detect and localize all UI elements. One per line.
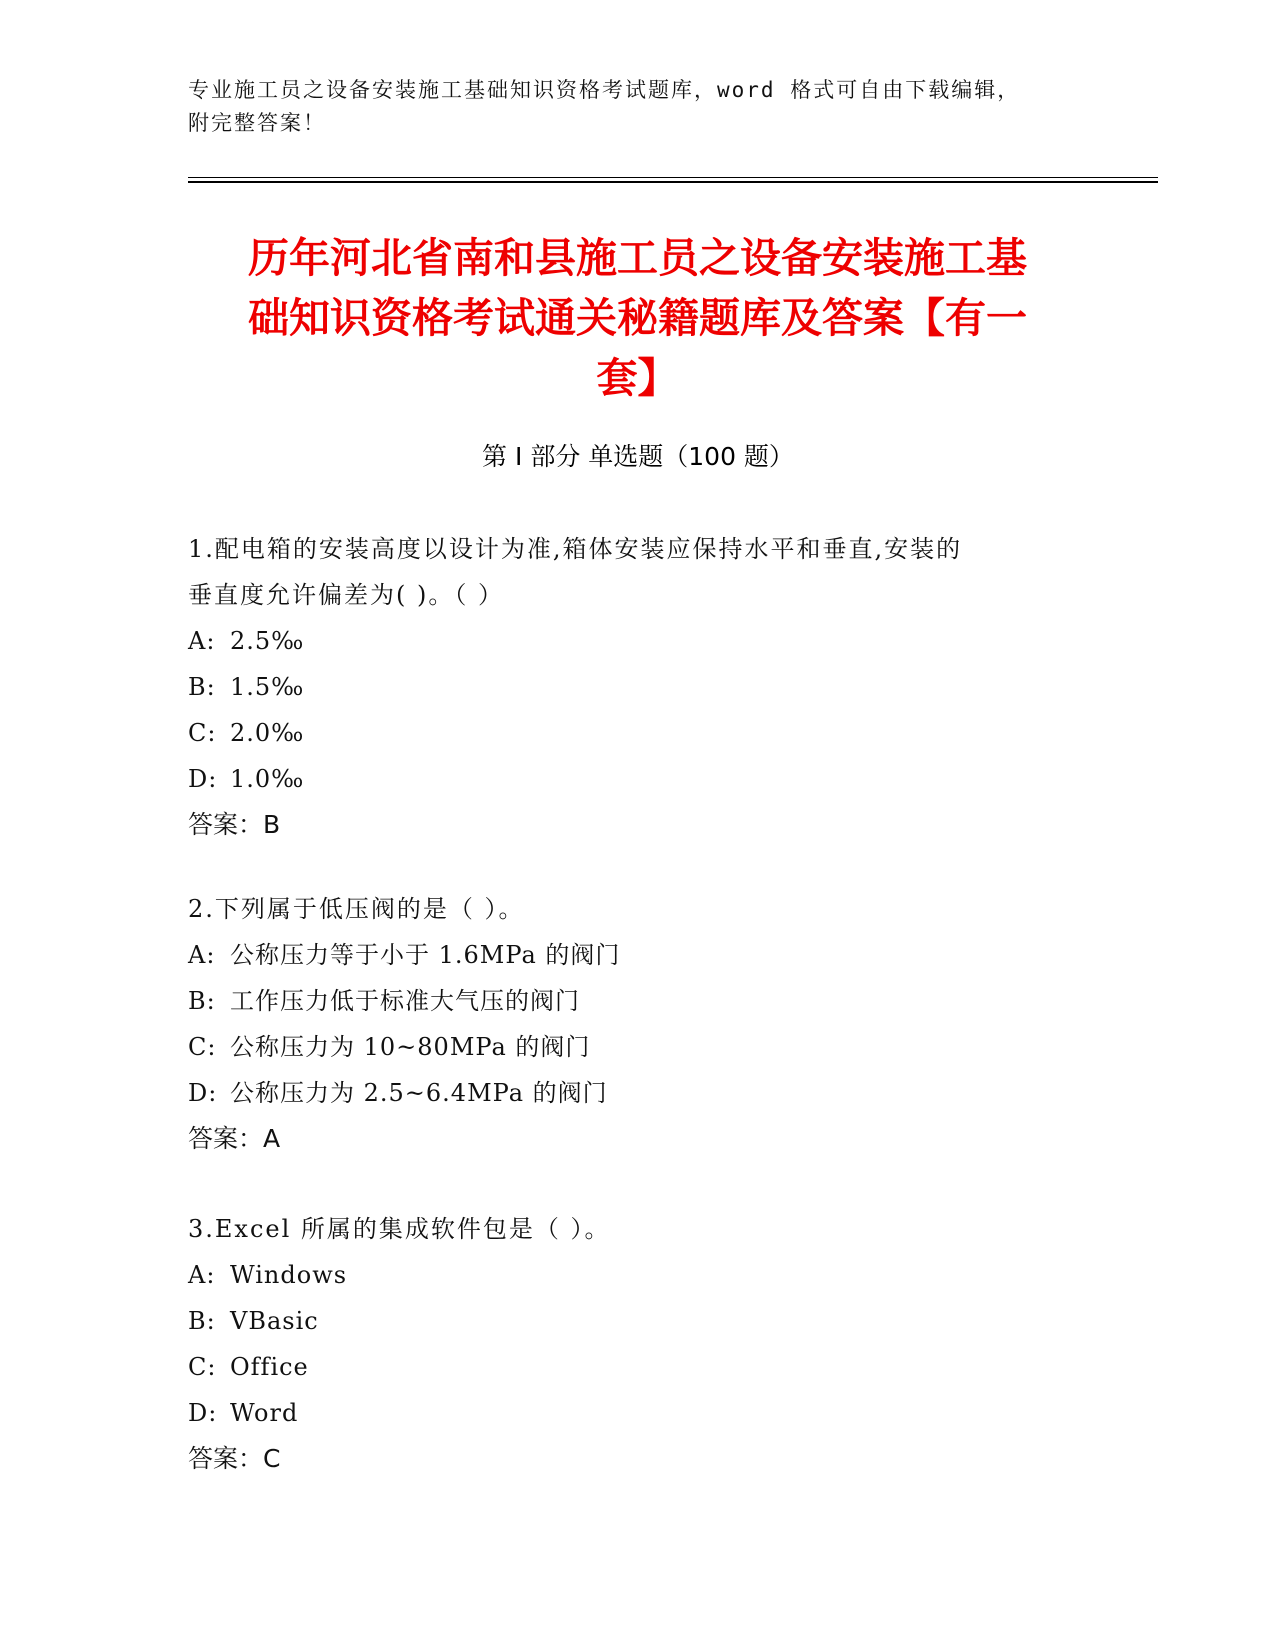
question-stem: 3.Excel 所属的集成软件包是（ ）。 bbox=[188, 1215, 611, 1243]
option-letter: C: bbox=[188, 719, 217, 747]
option-letter: B: bbox=[188, 987, 216, 1015]
option-a bbox=[188, 1252, 1068, 1298]
option-letter: A: bbox=[188, 941, 216, 969]
question-2 bbox=[188, 886, 1068, 1162]
section-heading: 第 I 部分 单选题（100 题） bbox=[482, 442, 794, 471]
header-note-line-2: 附完整答案！ bbox=[188, 111, 326, 135]
document-title-line-2: 础知识资格考试通关秘籍题库及答案【有一 bbox=[248, 294, 1027, 342]
answer-line: 答案：A bbox=[188, 1124, 281, 1153]
option-letter: D: bbox=[188, 1079, 218, 1107]
question-1 bbox=[188, 526, 1068, 848]
option-d bbox=[188, 756, 1068, 802]
header-divider-thin bbox=[188, 177, 1158, 178]
question-stem: 2.下列属于低压阀的是（ ）。 bbox=[188, 895, 525, 923]
option-d bbox=[188, 1070, 1068, 1116]
document-title bbox=[180, 228, 1095, 408]
option-b bbox=[188, 664, 1068, 710]
option-text: 2.0‰ bbox=[230, 719, 305, 747]
option-text: 公称压力等于小于 1.6MPa 的阀门 bbox=[230, 941, 621, 969]
option-text: 1.0‰ bbox=[230, 765, 305, 793]
answer-line: 答案：B bbox=[188, 810, 281, 839]
option-a bbox=[188, 618, 1068, 664]
header-divider-thick bbox=[188, 181, 1158, 183]
option-text: 1.5‰ bbox=[230, 673, 305, 701]
document-title-line-1: 历年河北省南和县施工员之设备安装施工基 bbox=[248, 234, 1027, 282]
option-letter: B: bbox=[188, 1307, 216, 1335]
header-note bbox=[188, 74, 1088, 140]
header-note-line-1: 专业施工员之设备安装施工基础知识资格考试题库，word 格式可自由下载编辑， bbox=[188, 78, 1021, 102]
option-text: 工作压力低于标准大气压的阀门 bbox=[230, 987, 580, 1015]
option-letter: A: bbox=[188, 1261, 216, 1289]
option-c bbox=[188, 710, 1068, 756]
option-letter: B: bbox=[188, 673, 216, 701]
option-text: Office bbox=[230, 1353, 309, 1381]
option-text: Word bbox=[230, 1399, 299, 1427]
option-c bbox=[188, 1344, 1068, 1390]
option-text: 公称压力为 10~80MPa 的阀门 bbox=[230, 1033, 591, 1061]
option-b bbox=[188, 978, 1068, 1024]
option-b bbox=[188, 1298, 1068, 1344]
answer-line: 答案：C bbox=[188, 1444, 281, 1473]
option-a bbox=[188, 932, 1068, 978]
option-text: Windows bbox=[230, 1261, 348, 1289]
question-stem: 1.配电箱的安装高度以设计为准,箱体安装应保持水平和垂直,安装的 bbox=[188, 535, 963, 563]
option-letter: D: bbox=[188, 1399, 218, 1427]
question-stem-continued: 垂直度允许偏差为( )。（ ） bbox=[188, 581, 504, 609]
option-letter: C: bbox=[188, 1033, 217, 1061]
option-text: VBasic bbox=[230, 1307, 319, 1335]
option-text: 2.5‰ bbox=[230, 627, 305, 655]
document-title-line-3: 套】 bbox=[596, 354, 679, 402]
option-letter: A: bbox=[188, 627, 216, 655]
option-letter: D: bbox=[188, 765, 218, 793]
option-letter: C: bbox=[188, 1353, 217, 1381]
option-text: 公称压力为 2.5~6.4MPa 的阀门 bbox=[230, 1079, 608, 1107]
option-c bbox=[188, 1024, 1068, 1070]
option-d bbox=[188, 1390, 1068, 1436]
question-3 bbox=[188, 1206, 1068, 1482]
